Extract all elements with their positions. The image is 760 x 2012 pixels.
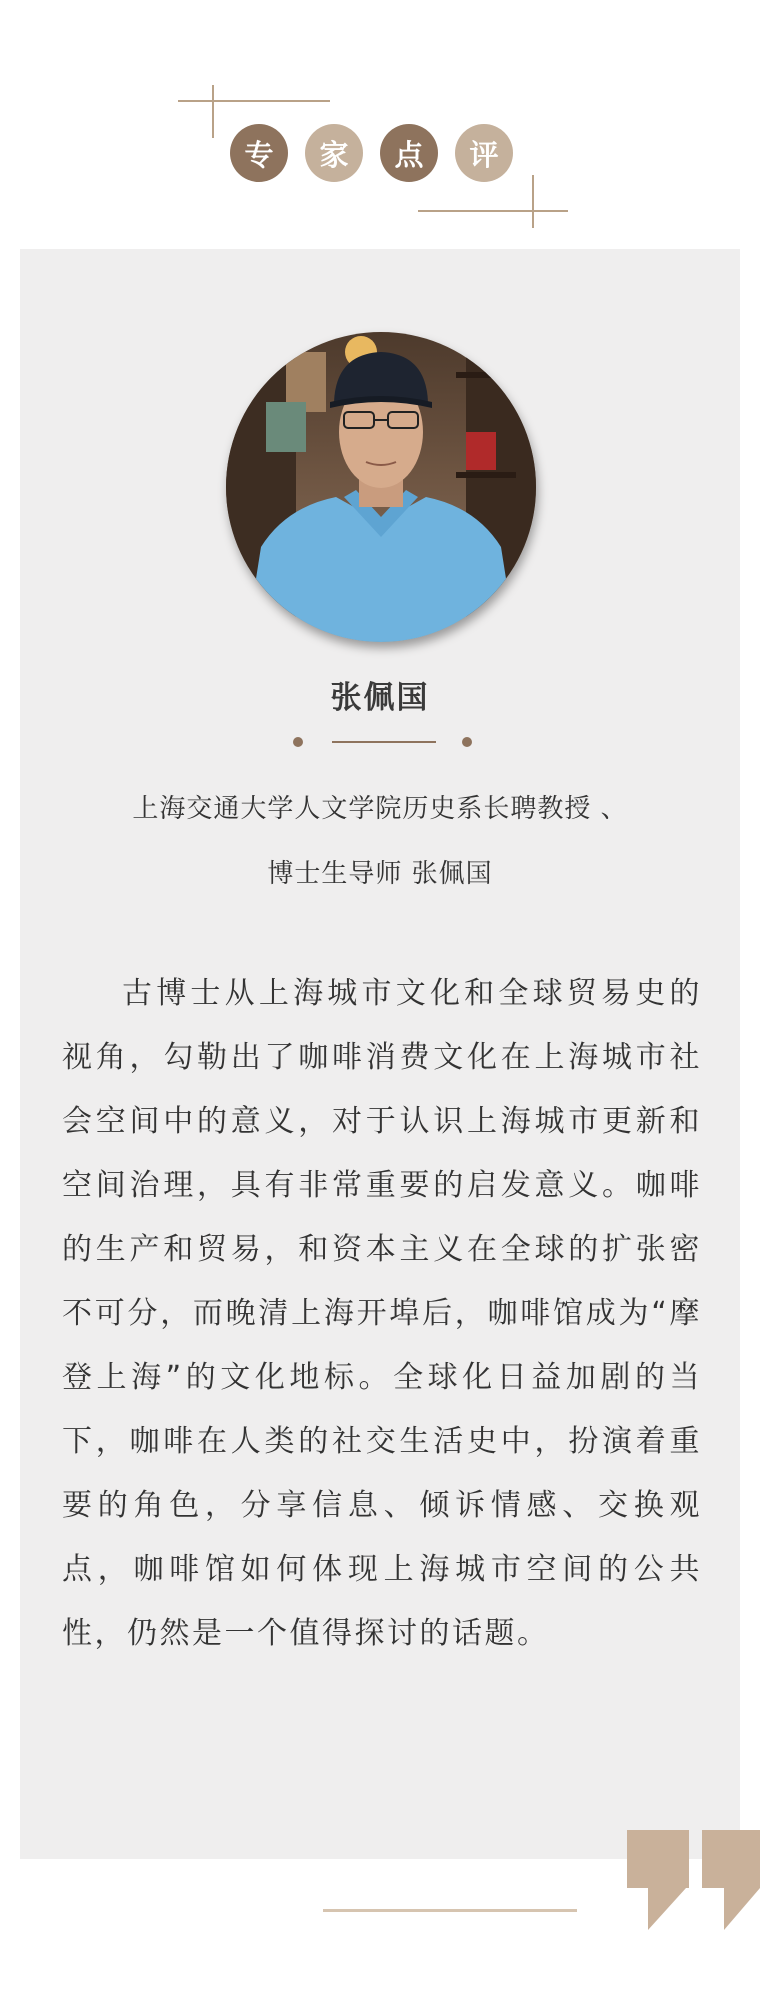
name-divider	[332, 741, 436, 743]
quote-mark-right	[702, 1830, 760, 1888]
header-char: 专	[230, 124, 288, 182]
avatar	[226, 332, 536, 642]
header-char: 家	[305, 124, 363, 182]
quote-mark-right-tail-icon	[724, 1888, 760, 1930]
expert-title-line-1: 上海交通大学人文学院历史系长聘教授 、	[132, 794, 628, 824]
expert-name: 张佩国	[330, 680, 430, 716]
comment-body: 古博士从上海城市文化和全球贸易史的视角，勾勒出了咖啡消费文化在上海城市社会空间中的意义，对于认识上海城市更新和空间治理，具有非常重要的启发意义。咖啡的生产和贸易，和资本主义在全球的扩张密不可分，而晚清上海开埠后，咖啡馆成为“摩登上海”的文化地标。全球化日益加剧的当下，咖啡在人类的社交生活史中，扮演着重要的角色，分享信息、倾诉情感、交换观点，咖啡馆如何体现上海城市空间的公共性，仍然是一个值得探讨的话题。	[62, 976, 702, 1651]
header-char: 评	[455, 124, 513, 182]
deco-line-top-horizontal	[178, 100, 330, 102]
bottom-divider	[323, 1909, 577, 1912]
divider-dot-left	[293, 737, 303, 747]
deco-line-right-vertical	[532, 175, 534, 228]
deco-line-right-horizontal	[418, 210, 568, 212]
header-char: 点	[380, 124, 438, 182]
divider-dot-right	[462, 737, 472, 747]
expert-title-line-2: 博士生导师 张佩国	[267, 859, 493, 889]
quote-mark-left-tail-icon	[648, 1888, 686, 1930]
portrait-image	[226, 332, 536, 642]
deco-line-top-vertical	[212, 85, 214, 138]
header-title	[230, 124, 513, 182]
quote-mark-left	[627, 1830, 689, 1888]
